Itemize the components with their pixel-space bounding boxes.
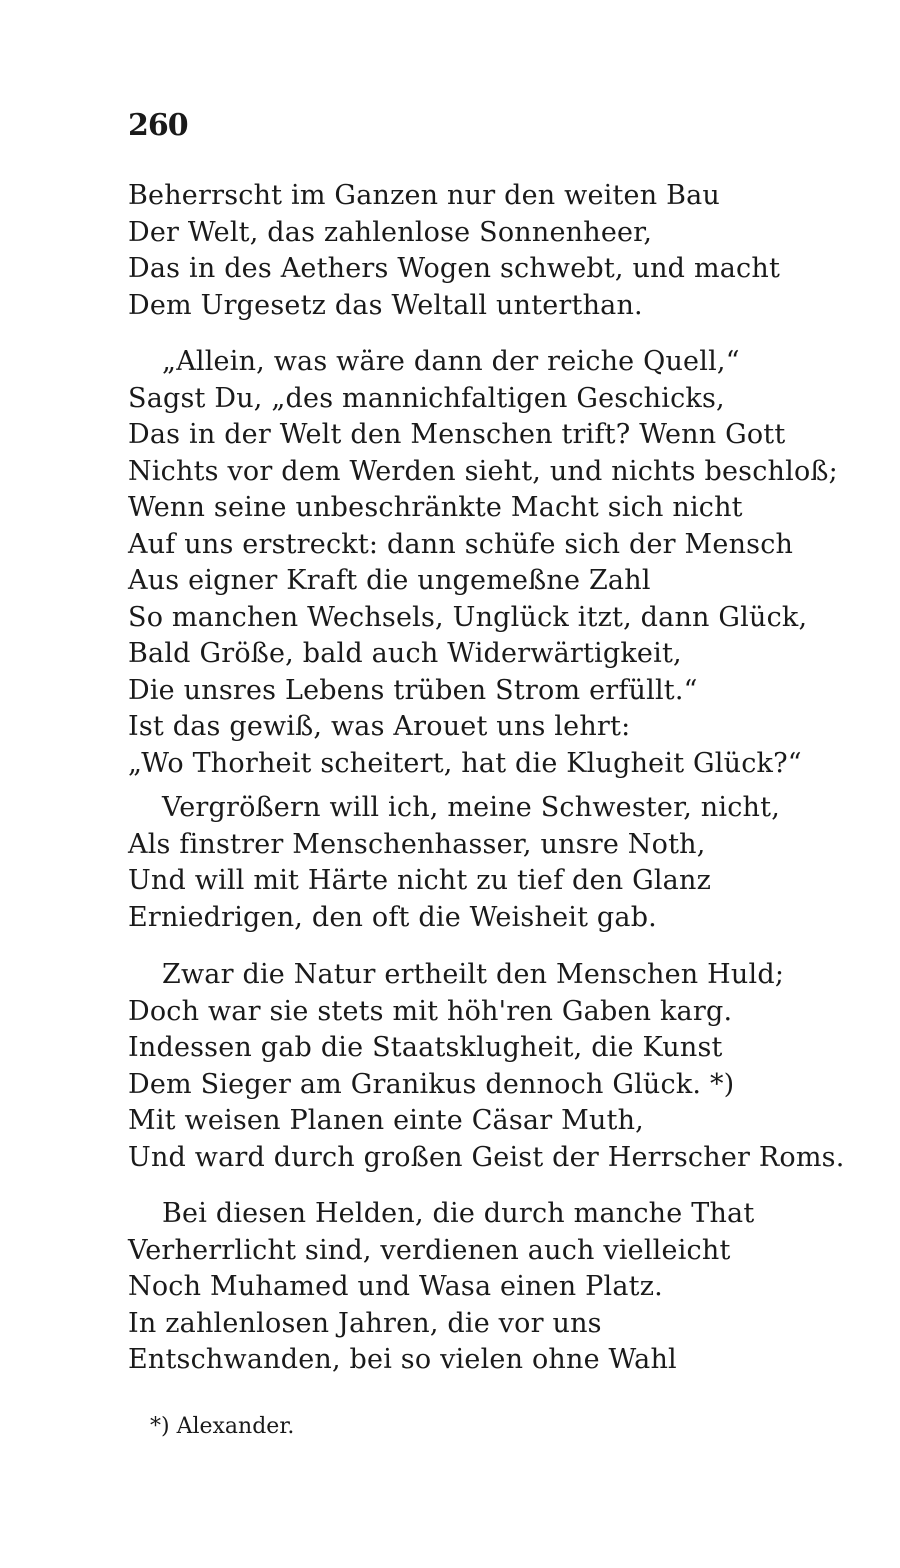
poem-line: In zahlenlosen Jahren, die vor uns (128, 1307, 602, 1339)
stanza (128, 790, 828, 936)
poem-line: Die unsres Lebens trüben Strom erfüllt.“ (128, 674, 698, 706)
poem-line: Ist das gewiß, was Arouet uns lehrt: (128, 711, 631, 742)
poem-line: Auf uns erstreckt: dann schüfe sich der Mensch (128, 528, 794, 560)
poem-line: Erniedrigen, den oft die Weisheit gab. (128, 901, 657, 933)
poem-line: „Allein, was wäre dann der reiche Quell,“ (162, 346, 740, 377)
poem-line: Indessen gab die Staatsklugheit, die Kunst (128, 1032, 723, 1063)
poem-line: Verherrlicht sind, verdienen auch vielleicht (128, 1234, 731, 1266)
poem-line: Dem Sieger am Granikus dennoch Glück. *) (128, 1068, 735, 1100)
poem-line: Das in des Aethers Wogen schwebt, und macht (128, 253, 780, 284)
stanza (128, 178, 828, 324)
poem-line: Aus eigner Kraft die ungemeßne Zahl (128, 565, 651, 596)
poem-line: Nichts vor dem Werden sieht, und nichts beschloß; (128, 455, 838, 487)
poem-line: Beherrscht im Ganzen nur den weiten Bau (128, 180, 721, 211)
poem-line: So manchen Wechsels, Unglück itzt, dann Glück, (128, 601, 808, 633)
stanza (128, 1196, 828, 1379)
poem-line: Als finstrer Menschenhasser, unsre Noth, (128, 828, 706, 860)
poem-line: Zwar die Natur ertheilt den Menschen Huld; (162, 959, 785, 990)
poem-line: Bei diesen Helden, die durch manche That (162, 1198, 755, 1229)
poem-line: Mit weisen Planen einte Cäsar Muth, (128, 1105, 644, 1136)
poem-line: Sagst Du, „des mannichfaltigen Geschicks, (128, 382, 725, 414)
poem-line: Dem Urgesetz das Weltall unterthan. (128, 289, 643, 321)
poem-line: Vergrößern will ich, meine Schwester, nicht, (162, 792, 780, 823)
page-number: 260 (128, 108, 188, 143)
poem-line: Das in der Welt den Menschen trift? Wenn Gott (128, 419, 786, 450)
poem-line: Und will mit Härte nicht zu tief den Glanz (128, 865, 711, 896)
stanza (128, 344, 838, 782)
poem-line: Wenn seine unbeschränkte Macht sich nicht (128, 492, 743, 523)
poem-line: Noch Muhamed und Wasa einen Platz. (128, 1271, 663, 1302)
poem-line: Doch war sie stets mit höh'ren Gaben karg. (128, 995, 733, 1027)
poem-line: Entschwanden, bei so vielen ohne Wahl (128, 1344, 677, 1375)
stanza (128, 957, 845, 1176)
poem-line: Der Welt, das zahlenlose Sonnenheer, (128, 216, 653, 248)
poem-line: Und ward durch großen Geist der Herrscher Roms. (128, 1141, 845, 1173)
footnote: *) Alexander. (150, 1414, 295, 1439)
poem-line: Bald Größe, bald auch Widerwärtigkeit, (128, 638, 682, 669)
poem-line: „Wo Thorheit scheitert, hat die Klugheit Glück?“ (128, 747, 802, 779)
